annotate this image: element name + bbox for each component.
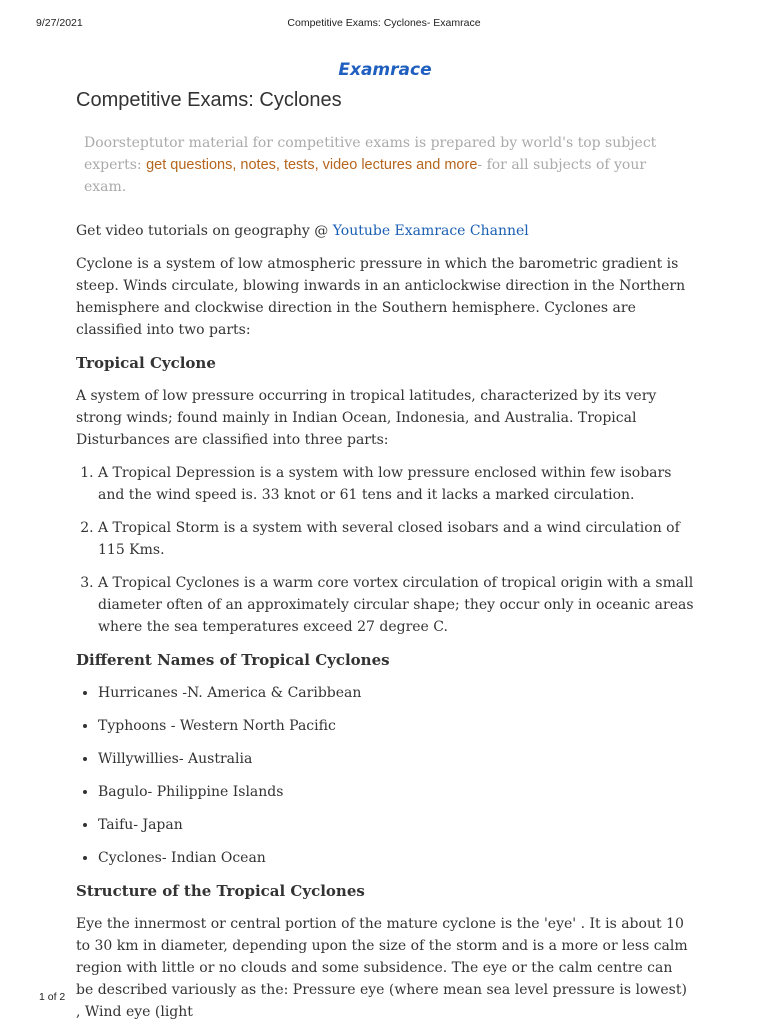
list-item: • Hurricanes -N. America & Caribbean bbox=[98, 682, 694, 704]
page-counter: 1 of 2 bbox=[39, 991, 66, 1003]
list-item: • Willywillies- Australia bbox=[98, 748, 694, 770]
tropical-paragraph: A system of low pressure occurring in tropical latitudes, characterized by its very strong winds; found mainly in Indian Ocean, Indonesia, and Australia. Tropical Disturbances are classified into three parts: bbox=[76, 388, 657, 448]
print-date: 9/27/2021 bbox=[36, 17, 83, 29]
structure-paragraph: Eye the innermost or central portion of the mature cyclone is the 'eye' . It is about 10 to 30 km in diameter, depending upon the size of the storm and is a more or less calm region with little or no clouds and some subsidence. The eye or the calm centre can be described variously as the: Pressure eye (where mean sea level pressure is lowest) , Wind eye (light bbox=[76, 916, 688, 1020]
brand-logo[interactable]: Examrace bbox=[338, 60, 432, 80]
names-list bbox=[76, 682, 694, 869]
page-title: Competitive Exams: Cyclones bbox=[76, 89, 342, 111]
intro-paragraph: Cyclone is a system of low atmospheric pressure in which the barometric gradient is steep. Winds circulate, blowing inwards in an anticlockwise direction in the Northern hemisphere and clockwise direction in the Southern hemisphere. Cyclones are classified into two parts: bbox=[76, 256, 686, 338]
list-item: 2. A Tropical Storm is a system with several closed isobars and a wind circulation of 115 Kms. bbox=[98, 517, 694, 561]
list-item: • Taifu- Japan bbox=[98, 814, 694, 836]
structure-heading: Structure of the Tropical Cyclones bbox=[76, 882, 365, 900]
tropical-list bbox=[76, 462, 694, 638]
intro-box bbox=[76, 124, 694, 206]
video-paragraph bbox=[76, 220, 694, 242]
list-item: 1. A Tropical Depression is a system with low pressure enclosed within few isobars and the wind speed is. 33 knot or 61 tens and it lacks a marked circulation. bbox=[98, 462, 694, 506]
list-item: • Bagulo- Philippine Islands bbox=[98, 781, 694, 803]
print-title: Competitive Exams: Cyclones- Examrace bbox=[287, 17, 481, 29]
list-item: • Cyclones- Indian Ocean bbox=[98, 847, 694, 869]
list-item: 3. A Tropical Cyclones is a warm core vortex circulation of tropical origin with a small diameter often of an approximately circular shape; they occur only in oceanic areas where the sea temperatures exceed 27 degree C. bbox=[98, 572, 694, 638]
article-content bbox=[76, 58, 694, 1034]
intro-text: Doorsteptutor material for competitive exams is prepared by world's top subject experts: bbox=[84, 135, 657, 173]
youtube-channel-link[interactable]: Youtube Examrace Channel bbox=[332, 223, 529, 239]
video-text: Get video tutorials on geography @ bbox=[76, 223, 333, 239]
names-heading: Different Names of Tropical Cyclones bbox=[76, 651, 390, 669]
list-item: • Typhoons - Western North Pacific bbox=[98, 715, 694, 737]
intro-text-after: - for all subjects of your exam. bbox=[84, 157, 647, 195]
print-header bbox=[0, 17, 768, 31]
promo-link[interactable]: get questions, notes, tests, video lectures and more bbox=[146, 157, 478, 173]
tropical-heading: Tropical Cyclone bbox=[76, 354, 216, 372]
